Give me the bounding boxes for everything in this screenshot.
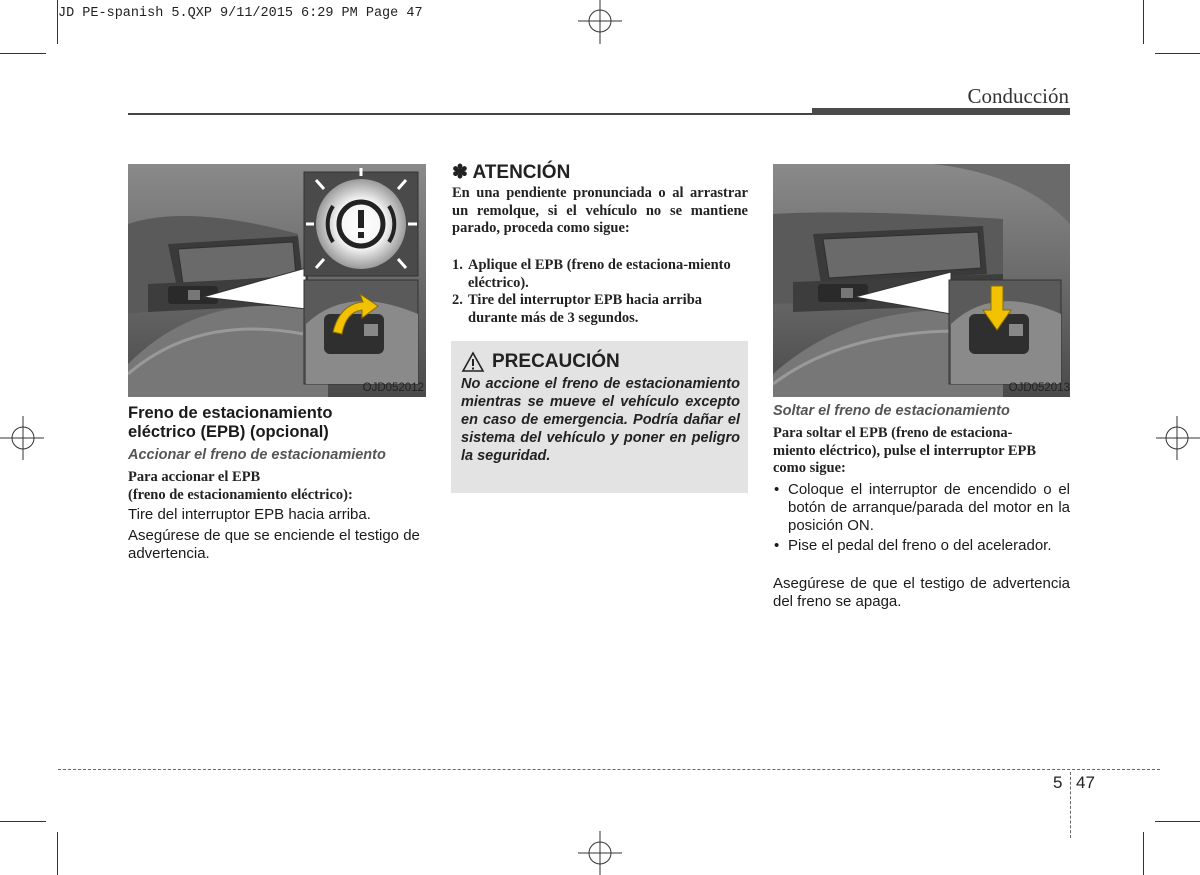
caution-title: PRECAUCIÓN — [492, 351, 620, 372]
list-item: • Coloque el interruptor de encendido o el botón de arranque/parada del motor en la posición ON. — [773, 481, 1070, 535]
photo-code-left: OJD052012 — [362, 382, 424, 394]
epb-engage-photo — [128, 164, 426, 397]
epb-heading: Freno de estacionamiento eléctrico (EPB) (opcional) — [128, 404, 333, 441]
step-item: 1. Aplique el EPB (freno de estaciona-miento eléctrico). — [452, 257, 731, 291]
release-steps — [773, 481, 1070, 555]
step-item: 2. Tire del interruptor EPB hacia arriba durante más de 3 segundos. — [452, 292, 703, 326]
attention-text: En una pendiente pronunciada o al arrastrar un remolque, si el vehículo no se mantiene parado, proceda como sigue: — [452, 185, 748, 236]
warning-triangle-icon — [461, 351, 485, 373]
release-subheading: Soltar el freno de estacionamiento — [773, 403, 1010, 419]
attention-steps — [452, 257, 748, 327]
release-intro: Para soltar el EPB (freno de estaciona-miento eléctrico), pulse el interruptor EPB como sigue: — [773, 425, 1037, 476]
header-rule-accent — [812, 108, 1070, 115]
registration-mark-bottom — [578, 831, 622, 875]
registration-mark-left — [0, 416, 44, 460]
caution-box — [451, 341, 748, 493]
engage-warning-text: Asegúrese de que se enciende el testigo de advertencia. — [128, 527, 420, 562]
engage-intro-line2: (freno de estacionamiento eléctrico): — [128, 487, 353, 503]
chapter-number: 5 — [1053, 773, 1063, 792]
header-rule — [128, 113, 812, 115]
photo-code-right: OJD052013 — [1008, 382, 1070, 394]
print-slug: JD PE-spanish 5.QXP 9/11/2015 6:29 PM Page 47 — [58, 6, 423, 21]
page-number: 47 — [1076, 773, 1095, 792]
engage-subheading: Accionar el freno de estacionamiento — [128, 447, 386, 463]
list-item: • Pise el pedal del freno o del acelerador. — [773, 537, 1070, 555]
footer-rule — [58, 769, 1160, 770]
registration-mark-right — [1156, 416, 1200, 460]
engage-intro-line1: Para accionar el EPB — [128, 469, 261, 485]
attention-title: ✽ ATENCIÓN — [452, 162, 571, 183]
section-title: Conducción — [967, 84, 1069, 108]
registration-mark-top — [578, 0, 622, 44]
footer-divider — [1070, 772, 1071, 838]
engage-step-text: Tire del interruptor EPB hacia arriba. — [128, 506, 371, 523]
epb-release-photo — [773, 164, 1070, 397]
release-confirm-text: Asegúrese de que el testigo de advertencia del freno se apaga. — [773, 575, 1070, 610]
caution-text: No accione el freno de estacionamiento mientras se mueve el vehículo excepto en caso de emergencia. Podría dañar el sistema del vehículo y poner en peligro la seguridad. — [461, 376, 740, 464]
